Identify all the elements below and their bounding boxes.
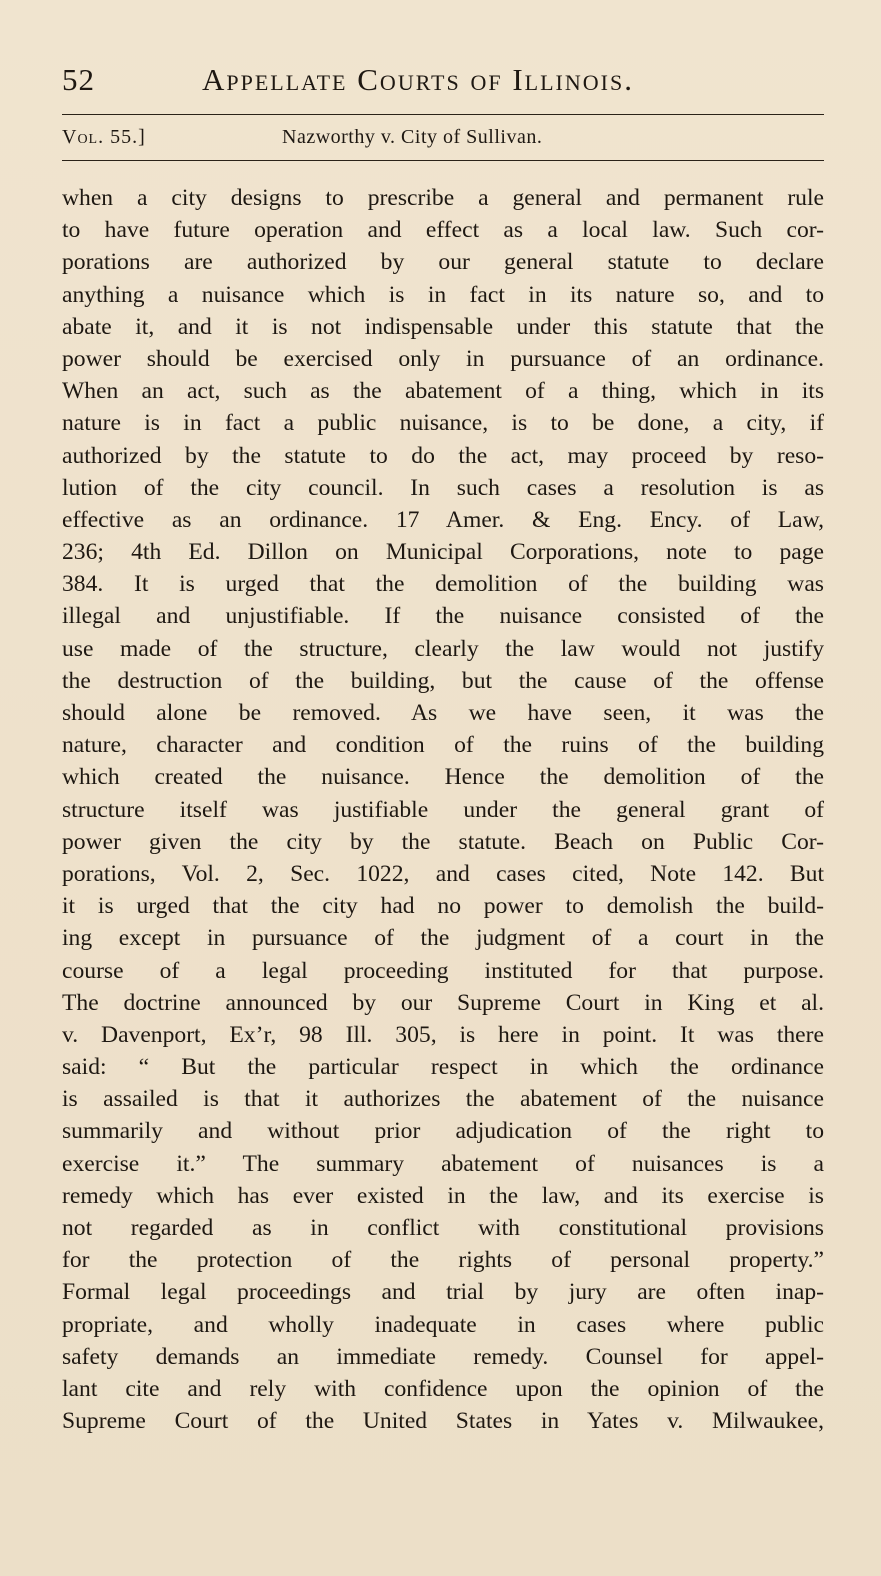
body-text: [62, 182, 824, 1437]
text-line: authorized by the statute to do the act, may proceed by reso-: [62, 442, 824, 469]
text-line: not regarded as in conflict with constitutional provisions: [62, 1215, 824, 1241]
page-number: 52: [62, 62, 95, 97]
text-line: porations are authorized by our general statute to declare: [62, 249, 824, 276]
text-line: said: “ But the particular respect in which the ordinance: [62, 1054, 824, 1081]
text-line: effective as an ordinance. 17 Amer. & Eng. Ency. of Law,: [62, 506, 824, 533]
text-line: When an act, such as the abatement of a thing, which in its: [62, 378, 824, 405]
text-line: which created the nuisance. Hence the demolition of the: [62, 764, 824, 791]
text-line: structure itself was justifiable under the general grant of: [62, 796, 824, 823]
text-line: porations, Vol. 2, Sec. 1022, and cases cited, Note 142. But: [62, 860, 824, 887]
text-line: 236; 4th Ed. Dillon on Municipal Corporations, note to page: [62, 539, 824, 566]
text-line: lant cite and rely with confidence upon the opinion of the: [62, 1375, 824, 1402]
text-line: exercise it.” The summary abatement of nuisances is a: [62, 1150, 824, 1177]
text-line: Formal legal proceedings and trial by jury are often inap-: [62, 1279, 824, 1306]
text-line: The doctrine announced by our Supreme Court in King et al.: [62, 989, 824, 1016]
subheader-rule: [62, 160, 824, 161]
text-line: abate it, and it is not indispensable under this statute that the: [62, 313, 824, 340]
running-title: Appellate Courts of Illinois.: [202, 62, 634, 97]
text-line: to have future operation and effect as a local law. Such cor-: [62, 217, 824, 244]
text-line: power given the city by the statute. Beach on Public Cor-: [62, 828, 824, 855]
text-line: v. Davenport, Ex’r, 98 Ill. 305, is here in point. It was there: [62, 1021, 824, 1048]
text-line: lution of the city council. In such cases a resolution is as: [62, 474, 824, 501]
text-line: the destruction of the building, but the cause of the offense: [62, 667, 824, 694]
text-line: for the protection of the rights of personal property.”: [62, 1247, 824, 1274]
text-line: course of a legal proceeding instituted for that purpose.: [62, 957, 824, 984]
text-line: remedy which has ever existed in the law, and its exercise is: [62, 1182, 824, 1209]
text-line: nature, character and condition of the ruins of the building: [62, 732, 824, 759]
text-line: Supreme Court of the United States in Yates v. Milwaukee,: [62, 1408, 824, 1435]
text-line: power should be exercised only in pursuance of an ordinance.: [62, 345, 824, 372]
text-line: summarily and without prior adjudication of the right to: [62, 1118, 824, 1145]
case-name: Nazworthy v. City of Sullivan.: [282, 126, 543, 148]
text-line: nature is in fact a public nuisance, is to be done, a city, if: [62, 410, 824, 437]
text-line: illegal and unjustifiable. If the nuisance consisted of the: [62, 603, 824, 630]
text-line: anything a nuisance which is in fact in its nature so, and to: [62, 281, 824, 308]
text-line: use made of the structure, clearly the law would not justify: [62, 635, 824, 662]
text-line: is assailed is that it authorizes the abatement of the nuisance: [62, 1086, 824, 1113]
text-line: it is urged that the city had no power to demolish the build-: [62, 893, 824, 920]
text-line: when a city designs to prescribe a general and permanent rule: [62, 185, 824, 211]
text-line: safety demands an immediate remedy. Counsel for appel-: [62, 1343, 824, 1370]
text-line: should alone be removed. As we have seen, it was the: [62, 700, 824, 726]
text-line: propriate, and wholly inadequate in cases where public: [62, 1311, 824, 1338]
header-rule: [62, 114, 824, 115]
text-line: ing except in pursuance of the judgment of a court in the: [62, 925, 824, 952]
text-line: 384. It is urged that the demolition of the building was: [62, 571, 824, 598]
volume-label: Vol. 55.]: [62, 126, 146, 148]
